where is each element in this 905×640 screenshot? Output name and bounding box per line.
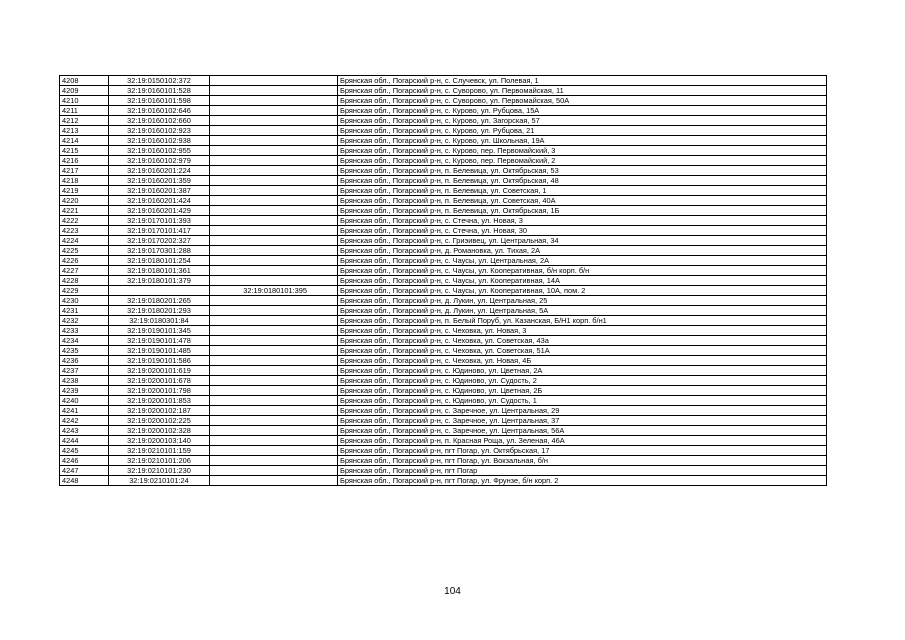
- table-row: [60, 276, 827, 286]
- address-cell: Брянская обл., Погарский р-н, с. Стечна, ул. Новая, 30: [338, 226, 827, 236]
- address-cell: Брянская обл., Погарский р-н, д. Романовка, ул. Тихая, 2А: [338, 246, 827, 256]
- cadastral-number-alt-cell: [210, 136, 338, 146]
- cadastral-number-alt-cell: [210, 266, 338, 276]
- property-register-table: [59, 75, 827, 486]
- row-number-cell: 4246: [60, 456, 109, 466]
- cadastral-number-cell: 32:19:0190101:345: [109, 326, 210, 336]
- cadastral-number-alt-cell: [210, 276, 338, 286]
- cadastral-number-alt-cell: [210, 256, 338, 266]
- table-row: [60, 336, 827, 346]
- cadastral-number-cell: 32:19:0160201:424: [109, 196, 210, 206]
- table-row: [60, 366, 827, 376]
- cadastral-number-cell: 32:19:0190101:478: [109, 336, 210, 346]
- cadastral-number-cell: 32:19:0200103:140: [109, 436, 210, 446]
- cadastral-number-cell: 32:19:0180301:84: [109, 316, 210, 326]
- row-number-cell: 4240: [60, 396, 109, 406]
- cadastral-number-alt-cell: [210, 476, 338, 486]
- table-row: [60, 326, 827, 336]
- address-cell: Брянская обл., Погарский р-н, с. Гриэивец, ул. Центральная, 34: [338, 236, 827, 246]
- table-row: [60, 206, 827, 216]
- row-number-cell: 4236: [60, 356, 109, 366]
- address-cell: Брянская обл., Погарский р-н, п. Белевица, ул. Октябрьская, 1Б: [338, 206, 827, 216]
- address-cell: Брянская обл., Погарский р-н, с. Чаусы, ул. Центральная, 2А: [338, 256, 827, 266]
- cadastral-number-alt-cell: [210, 376, 338, 386]
- cadastral-number-alt-cell: [210, 326, 338, 336]
- row-number-cell: 4224: [60, 236, 109, 246]
- table-row: [60, 266, 827, 276]
- cadastral-number-alt-cell: [210, 416, 338, 426]
- cadastral-number-cell: 32:19:0160102:979: [109, 156, 210, 166]
- row-number-cell: 4215: [60, 146, 109, 156]
- table-row: [60, 76, 827, 86]
- row-number-cell: 4218: [60, 176, 109, 186]
- row-number-cell: 4228: [60, 276, 109, 286]
- table-row: [60, 306, 827, 316]
- cadastral-number-alt-cell: [210, 346, 338, 356]
- cadastral-number-alt-cell: [210, 466, 338, 476]
- cadastral-number-alt-cell: [210, 336, 338, 346]
- cadastral-number-alt-cell: [210, 356, 338, 366]
- page-number: 104: [444, 586, 461, 597]
- table-row: [60, 96, 827, 106]
- row-number-cell: 4223: [60, 226, 109, 236]
- row-number-cell: 4219: [60, 186, 109, 196]
- register-table-body: [60, 76, 827, 486]
- cadastral-number-alt-cell: [210, 426, 338, 436]
- row-number-cell: 4220: [60, 196, 109, 206]
- cadastral-number-alt-cell: [210, 316, 338, 326]
- table-row: [60, 436, 827, 446]
- cadastral-number-alt-cell: [210, 236, 338, 246]
- address-cell: Брянская обл., Погарский р-н, с. Курово, ул. Рубцова, 21: [338, 126, 827, 136]
- table-row: [60, 226, 827, 236]
- address-cell: Брянская обл., Погарский р-н, с. Юдиново, ул. Цветная, 2А: [338, 366, 827, 376]
- table-row: [60, 316, 827, 326]
- row-number-cell: 4243: [60, 426, 109, 436]
- cadastral-number-cell: 32:19:0170101:417: [109, 226, 210, 236]
- row-number-cell: 4248: [60, 476, 109, 486]
- table-row: [60, 176, 827, 186]
- address-cell: Брянская обл., Погарский р-н, с. Суворово, ул. Первомайская, 50А: [338, 96, 827, 106]
- row-number-cell: 4212: [60, 116, 109, 126]
- address-cell: Брянская обл., Погарский р-н, с. Стечна, ул. Новая, 3: [338, 216, 827, 226]
- table-row: [60, 466, 827, 476]
- address-cell: Брянская обл., Погарский р-н, с. Чеховка, ул. Советская, 51А: [338, 346, 827, 356]
- row-number-cell: 4214: [60, 136, 109, 146]
- address-cell: Брянская обл., Погарский р-н, с. Чеховка, ул. Новая, 4Б: [338, 356, 827, 366]
- table-row: [60, 456, 827, 466]
- cadastral-number-cell: 32:19:0190101:586: [109, 356, 210, 366]
- table-row: [60, 146, 827, 156]
- cadastral-number-cell: 32:19:0170202:327: [109, 236, 210, 246]
- table-row: [60, 346, 827, 356]
- address-cell: Брянская обл., Погарский р-н, пгт Погар, ул. Фрунзе, б/н корп. 2: [338, 476, 827, 486]
- cadastral-number-alt-cell: [210, 386, 338, 396]
- address-cell: Брянская обл., Погарский р-н, п. Красная Роща, ул. Зеленая, 46А: [338, 436, 827, 446]
- table-row: [60, 406, 827, 416]
- cadastral-number-cell: 32:19:0200101:853: [109, 396, 210, 406]
- row-number-cell: 4217: [60, 166, 109, 176]
- table-row: [60, 156, 827, 166]
- cadastral-number-alt-cell: [210, 406, 338, 416]
- address-cell: Брянская обл., Погарский р-н, п. Белевица, ул. Октябрьская, 53: [338, 166, 827, 176]
- cadastral-number-cell: 32:19:0200101:798: [109, 386, 210, 396]
- cadastral-number-cell: 32:19:0200101:619: [109, 366, 210, 376]
- cadastral-number-alt-cell: [210, 216, 338, 226]
- cadastral-number-cell: 32:19:0210101:206: [109, 456, 210, 466]
- address-cell: Брянская обл., Погарский р-н, с. Заречное, ул. Центральная, 37: [338, 416, 827, 426]
- row-number-cell: 4221: [60, 206, 109, 216]
- cadastral-number-alt-cell: [210, 176, 338, 186]
- cadastral-number-alt-cell: [210, 86, 338, 96]
- cadastral-number-alt-cell: [210, 226, 338, 236]
- address-cell: Брянская обл., Погарский р-н, с. Чаусы, ул. Кооперативная, б/н корп. б/н: [338, 266, 827, 276]
- table-row: [60, 246, 827, 256]
- cadastral-number-cell: 32:19:0210101:159: [109, 446, 210, 456]
- cadastral-number-alt-cell: [210, 186, 338, 196]
- table-row: [60, 396, 827, 406]
- row-number-cell: 4229: [60, 286, 109, 296]
- cadastral-number-cell: 32:19:0150102:372: [109, 76, 210, 86]
- address-cell: Брянская обл., Погарский р-н, д. Лукин, ул. Центральная, 5А: [338, 306, 827, 316]
- cadastral-number-cell: 32:19:0180201:265: [109, 296, 210, 306]
- row-number-cell: 4209: [60, 86, 109, 96]
- table-row: [60, 296, 827, 306]
- cadastral-number-alt-cell: [210, 456, 338, 466]
- address-cell: Брянская обл., Погарский р-н, с. Заречное, ул. Центральная, 29: [338, 406, 827, 416]
- cadastral-number-alt-cell: [210, 146, 338, 156]
- table-row: [60, 356, 827, 366]
- address-cell: Брянская обл., Погарский р-н, с. Заречное, ул. Центральная, 56А: [338, 426, 827, 436]
- row-number-cell: 4233: [60, 326, 109, 336]
- address-cell: Брянская обл., Погарский р-н, с. Юдиново, ул. Цветная, 2Б: [338, 386, 827, 396]
- address-cell: Брянская обл., Погарский р-н, с. Чеховка, ул. Советская, 43а: [338, 336, 827, 346]
- cadastral-number-cell: 32:19:0160102:660: [109, 116, 210, 126]
- row-number-cell: 4234: [60, 336, 109, 346]
- table-row: [60, 446, 827, 456]
- table-row: [60, 86, 827, 96]
- cadastral-number-cell: 32:19:0160101:528: [109, 86, 210, 96]
- address-cell: Брянская обл., Погарский р-н, с. Юдиново, ул. Судость, 2: [338, 376, 827, 386]
- address-cell: Брянская обл., Погарский р-н, с. Чаусы, ул. Кооперативная, 10А, пом. 2: [338, 286, 827, 296]
- cadastral-number-alt-cell: 32:19:0180101:395: [210, 286, 338, 296]
- address-cell: Брянская обл., Погарский р-н, п. Белевица, ул. Советская, 1: [338, 186, 827, 196]
- row-number-cell: 4210: [60, 96, 109, 106]
- row-number-cell: 4232: [60, 316, 109, 326]
- cadastral-number-alt-cell: [210, 206, 338, 216]
- cadastral-number-cell: 32:19:0210101:230: [109, 466, 210, 476]
- cadastral-number-alt-cell: [210, 436, 338, 446]
- cadastral-number-cell: 32:19:0160102:923: [109, 126, 210, 136]
- cadastral-number-cell: 32:19:0160201:359: [109, 176, 210, 186]
- address-cell: Брянская обл., Погарский р-н, с. Курово, ул. Загорская, 57: [338, 116, 827, 126]
- row-number-cell: 4247: [60, 466, 109, 476]
- cadastral-number-cell: [109, 286, 210, 296]
- cadastral-number-cell: 32:19:0160201:387: [109, 186, 210, 196]
- table-row: [60, 186, 827, 196]
- cadastral-number-alt-cell: [210, 446, 338, 456]
- table-row: [60, 416, 827, 426]
- cadastral-number-alt-cell: [210, 106, 338, 116]
- row-number-cell: 4235: [60, 346, 109, 356]
- row-number-cell: 4208: [60, 76, 109, 86]
- cadastral-number-alt-cell: [210, 296, 338, 306]
- address-cell: Брянская обл., Погарский р-н, с. Юдиново, ул. Судость, 1: [338, 396, 827, 406]
- table-row: [60, 136, 827, 146]
- cadastral-number-cell: 32:19:0200101:678: [109, 376, 210, 386]
- address-cell: Брянская обл., Погарский р-н, п. Белевица, ул. Советская, 40А: [338, 196, 827, 206]
- cadastral-number-alt-cell: [210, 156, 338, 166]
- table-row: [60, 106, 827, 116]
- address-cell: Брянская обл., Погарский р-н, с. Курово, ул. Школьная, 19А: [338, 136, 827, 146]
- cadastral-number-cell: 32:19:0170101:393: [109, 216, 210, 226]
- table-row: [60, 476, 827, 486]
- address-cell: Брянская обл., Погарский р-н, с. Курово, пер. Первомайский, 3: [338, 146, 827, 156]
- cadastral-number-cell: 32:19:0160201:429: [109, 206, 210, 216]
- address-cell: Брянская обл., Погарский р-н, с. Чаусы, ул. Кооперативная, 14А: [338, 276, 827, 286]
- cadastral-number-cell: 32:19:0200102:225: [109, 416, 210, 426]
- address-cell: Брянская обл., Погарский р-н, п. Белый Поруб, ул. Казанская, Б/Н1 корп. б/н1: [338, 316, 827, 326]
- table-row: [60, 116, 827, 126]
- cadastral-number-cell: 32:19:0180101:361: [109, 266, 210, 276]
- address-cell: Брянская обл., Погарский р-н, с. Суворово, ул. Первомайская, 11: [338, 86, 827, 96]
- cadastral-number-cell: 32:19:0180201:293: [109, 306, 210, 316]
- row-number-cell: 4230: [60, 296, 109, 306]
- cadastral-number-alt-cell: [210, 306, 338, 316]
- cadastral-number-alt-cell: [210, 396, 338, 406]
- address-cell: Брянская обл., Погарский р-н, пгт Погар, ул. Октябрьская, 17: [338, 446, 827, 456]
- table-row: [60, 386, 827, 396]
- table-row: [60, 196, 827, 206]
- cadastral-number-cell: 32:19:0160102:646: [109, 106, 210, 116]
- cadastral-number-alt-cell: [210, 166, 338, 176]
- row-number-cell: 4225: [60, 246, 109, 256]
- address-cell: Брянская обл., Погарский р-н, с. Курово, пер. Первомайский, 2: [338, 156, 827, 166]
- table-row: [60, 376, 827, 386]
- address-cell: Брянская обл., Погарский р-н, с. Курово, ул. Рубцова, 15А: [338, 106, 827, 116]
- cadastral-number-cell: 32:19:0200102:328: [109, 426, 210, 436]
- table-row: [60, 256, 827, 266]
- row-number-cell: 4222: [60, 216, 109, 226]
- address-cell: Брянская обл., Погарский р-н, с. Чеховка, ул. Новая, 3: [338, 326, 827, 336]
- row-number-cell: 4211: [60, 106, 109, 116]
- cadastral-number-cell: 32:19:0160102:955: [109, 146, 210, 156]
- address-cell: Брянская обл., Погарский р-н, пгт Погар, ул. Вокзальная, б/н: [338, 456, 827, 466]
- cadastral-number-alt-cell: [210, 126, 338, 136]
- cadastral-number-alt-cell: [210, 116, 338, 126]
- row-number-cell: 4241: [60, 406, 109, 416]
- cadastral-number-cell: 32:19:0170301:288: [109, 246, 210, 256]
- row-number-cell: 4238: [60, 376, 109, 386]
- address-cell: Брянская обл., Погарский р-н, пгт Погар: [338, 466, 827, 476]
- row-number-cell: 4242: [60, 416, 109, 426]
- cadastral-number-cell: 32:19:0160102:938: [109, 136, 210, 146]
- table-row: [60, 166, 827, 176]
- row-number-cell: 4231: [60, 306, 109, 316]
- table-row: [60, 426, 827, 436]
- cadastral-number-cell: 32:19:0180101:254: [109, 256, 210, 266]
- table-row: [60, 286, 827, 296]
- cadastral-number-alt-cell: [210, 246, 338, 256]
- cadastral-number-cell: 32:19:0160201:224: [109, 166, 210, 176]
- address-cell: Брянская обл., Погарский р-н, с. Случевск, ул. Полевая, 1: [338, 76, 827, 86]
- cadastral-number-alt-cell: [210, 366, 338, 376]
- table-row: [60, 126, 827, 136]
- row-number-cell: 4213: [60, 126, 109, 136]
- address-cell: Брянская обл., Погарский р-н, п. Белевица, ул. Октябрьская, 48: [338, 176, 827, 186]
- row-number-cell: 4245: [60, 446, 109, 456]
- row-number-cell: 4216: [60, 156, 109, 166]
- cadastral-number-cell: 32:19:0210101:24: [109, 476, 210, 486]
- table-row: [60, 216, 827, 226]
- cadastral-number-alt-cell: [210, 196, 338, 206]
- row-number-cell: 4226: [60, 256, 109, 266]
- address-cell: Брянская обл., Погарский р-н, д. Лукин, ул. Центральная, 25: [338, 296, 827, 306]
- cadastral-number-cell: 32:19:0160101:598: [109, 96, 210, 106]
- row-number-cell: 4239: [60, 386, 109, 396]
- cadastral-number-cell: 32:19:0200102:187: [109, 406, 210, 416]
- table-row: [60, 236, 827, 246]
- row-number-cell: 4244: [60, 436, 109, 446]
- cadastral-number-alt-cell: [210, 76, 338, 86]
- row-number-cell: 4227: [60, 266, 109, 276]
- row-number-cell: 4237: [60, 366, 109, 376]
- cadastral-number-cell: 32:19:0180101:379: [109, 276, 210, 286]
- cadastral-number-cell: 32:19:0190101:485: [109, 346, 210, 356]
- cadastral-number-alt-cell: [210, 96, 338, 106]
